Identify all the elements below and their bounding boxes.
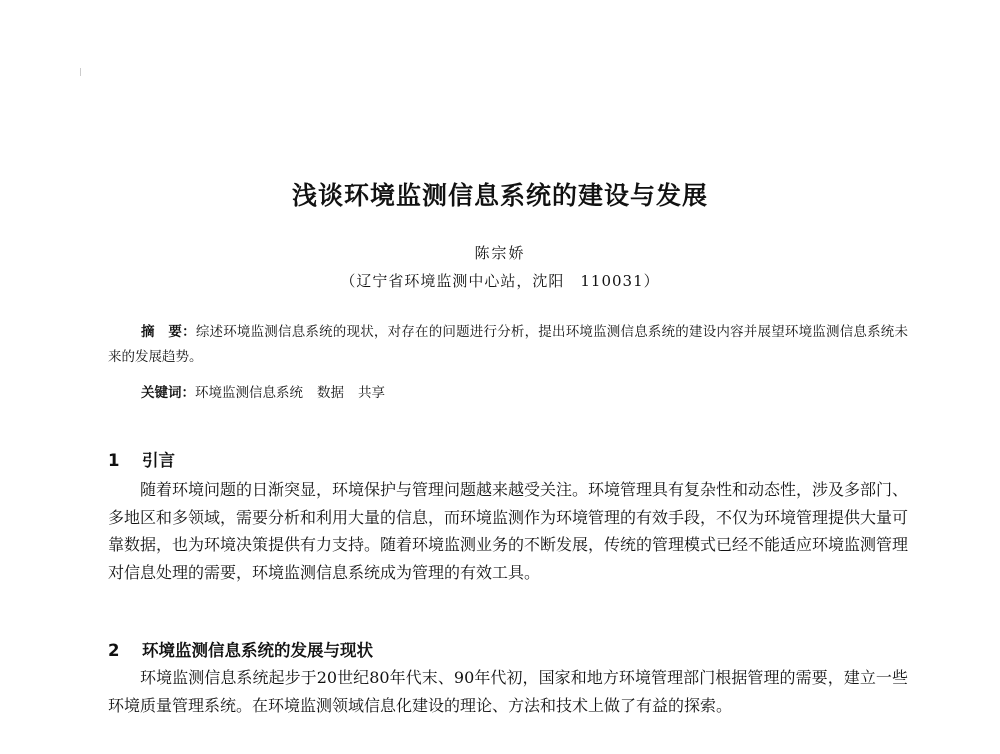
- author-name: 陈宗娇: [474, 244, 526, 262]
- abstract-text: 综述环境监测信息系统的现状，对存在的问题进行分析，提出环境监测信息系统的建设内容并展望环境监测信息系统未来的发展趋势。: [108, 324, 909, 365]
- keyword: 数据: [317, 385, 344, 401]
- author-affiliation: （辽宁省环境监测中心站，沈阳 110031）: [340, 272, 660, 290]
- abstract-label: 摘 要：: [141, 324, 196, 340]
- keywords-label: 关键词：: [141, 385, 195, 401]
- section-paragraph-introduction: 随着环境问题的日渐突显，环境保护与管理问题越来越受关注。环境管理具有复杂性和动态性，涉及多部门、多地区和多领域，需要分析和利用大量的信息，而环境监测作为环境管理的有效手段，不仅为环境管理提供大量可靠数据，也为环境决策提供有力支持。随着环境监测业务的不断发展，传统的管理模式已经不能适应环境监测管理对信息处理的需要，环境监测信息系统成为管理的有效工具。: [108, 480, 909, 582]
- keyword: 环境监测信息系统: [195, 385, 303, 401]
- section-heading-introduction: [108, 447, 175, 471]
- section-title: 环境监测信息系统的发展与现状: [142, 641, 373, 660]
- section-title: 引言: [142, 451, 175, 470]
- keyword: 共享: [358, 385, 385, 401]
- section-number: 1: [108, 451, 120, 470]
- paper-title: 浅谈环境监测信息系统的建设与发展: [291, 181, 708, 210]
- scan-mark: [80, 68, 81, 76]
- keywords: [141, 381, 399, 406]
- section-number: 2: [108, 641, 120, 660]
- section-paragraph-development: 环境监测信息系统起步于20世纪80年代末、90年代初，国家和地方环境管理部门根据管理的需要，建立一些环境质量管理系统。在环境监测领域信息化建设的理论、方法和技术上做了有益的探索。: [108, 668, 908, 715]
- section-heading-development: [108, 637, 373, 661]
- abstract: [108, 320, 908, 370]
